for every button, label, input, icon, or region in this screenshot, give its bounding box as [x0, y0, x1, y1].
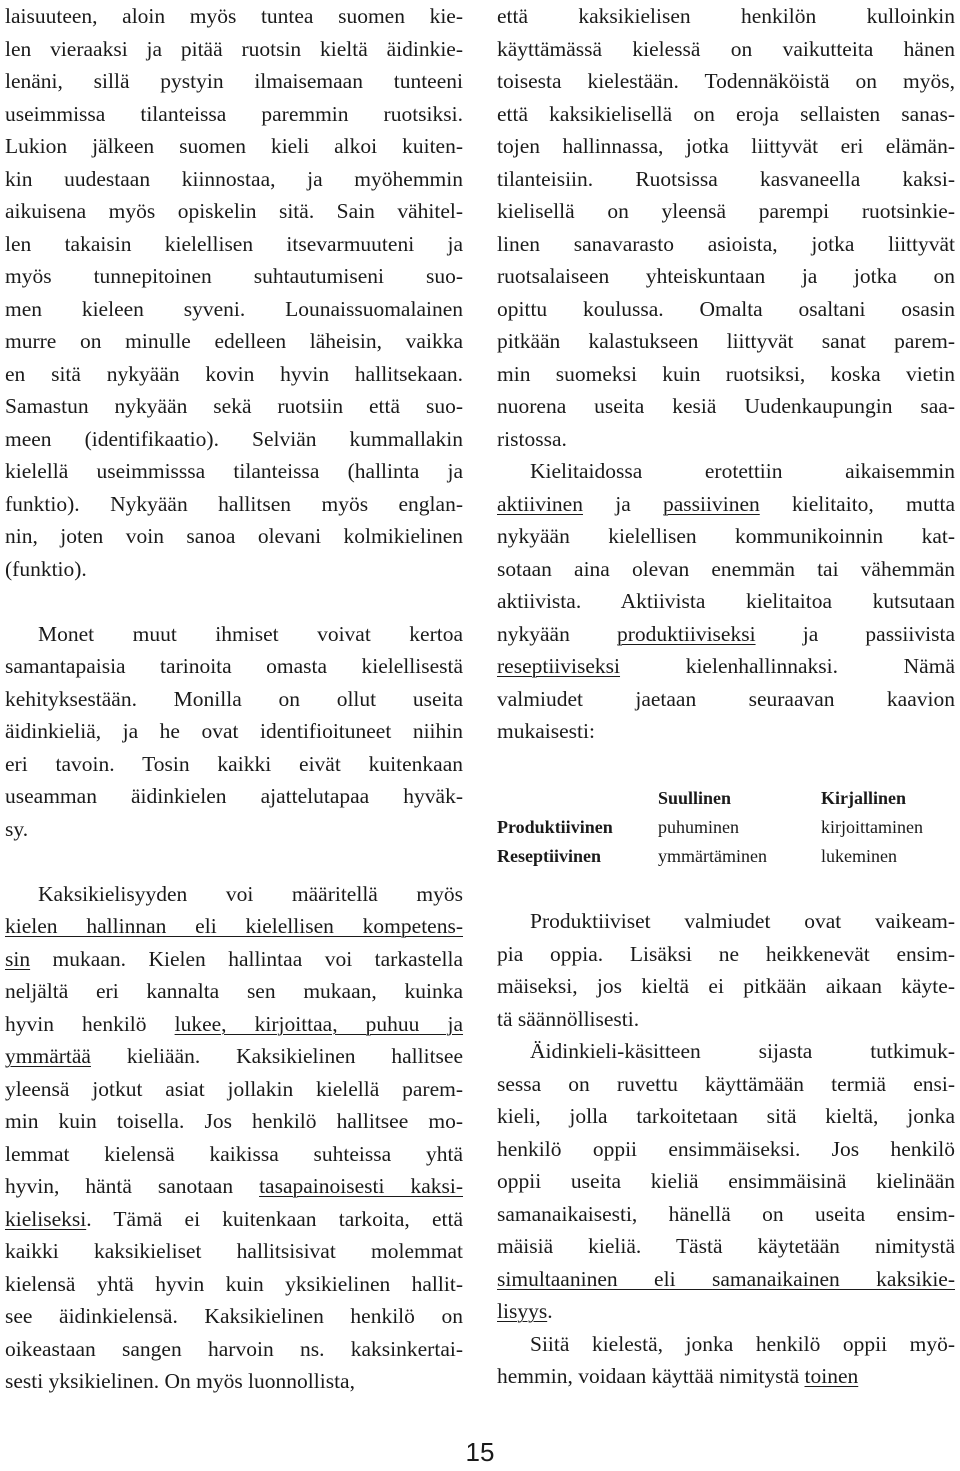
text-run: kielensä yhtä hyvin kuin yksikielinen hallit- — [5, 1271, 463, 1296]
text-line — [5, 1268, 463, 1301]
table-cell: lukeminen — [821, 846, 897, 866]
text-run: tilanteisiin. Ruotsissa kasvaneella kaksi- — [497, 166, 955, 191]
text-line — [5, 1138, 463, 1171]
text-run: aktiivista. Aktiivista kielitaitoa kutsutaan — [497, 589, 955, 613]
text-run: len vieraaksi ja pitää ruotsin kieltä äidinkie- — [5, 36, 463, 61]
text-run: Siitä kielestä, jonka henkilö oppii myö- — [530, 1331, 955, 1356]
text-line — [5, 943, 463, 976]
text-run: sessa on ruvettu käyttämään termiä ensi- — [497, 1071, 955, 1096]
text-line — [497, 1100, 955, 1133]
text-line — [497, 1360, 955, 1393]
text-line — [5, 975, 463, 1008]
text-line — [497, 260, 955, 293]
text-run: kielenhallinnaksi. Nämä — [620, 654, 955, 678]
text-line — [5, 1008, 463, 1041]
text-run: nykyään kielellisen kommunikoinnin kat- — [497, 524, 955, 548]
text-line — [497, 488, 955, 521]
text-run: kaikki kaksikieliset hallitsisivat molemmat — [5, 1239, 463, 1263]
underlined-term: aktiivinen — [497, 491, 583, 516]
text-line — [497, 1295, 955, 1328]
text-line — [5, 715, 463, 748]
text-run: ja passiivista — [755, 621, 955, 646]
text-run: että kaksikielisen henkilön kulloinkin — [497, 4, 955, 28]
text-run: pia oppia. Lisäksi ne heikkenevät ensim- — [497, 941, 955, 966]
underlined-term: ymmärtää — [5, 1044, 91, 1068]
underlined-term: kieliseksi — [5, 1206, 87, 1231]
text-run: lenäni, sillä pystyin ilmaisemaan tunteeni — [5, 69, 463, 93]
text-run: tä säännöllisesti. — [497, 1006, 640, 1031]
text-run: funktio). Nykyään hallitsen myös englan- — [5, 491, 463, 516]
table-row — [497, 813, 957, 842]
text-line — [5, 390, 463, 423]
text-line — [497, 98, 955, 131]
text-line — [5, 1235, 463, 1268]
text-run: lemmat kielensä kaikissa suhteissa yhtä — [5, 1141, 463, 1166]
text-line — [5, 455, 463, 488]
table-cell: ymmärtäminen — [658, 846, 767, 866]
text-run: aikuisena myös opiskelin sitä. Sain vähitel- — [5, 199, 463, 223]
text-line — [5, 1073, 463, 1106]
text-run: Lukion jälkeen suomen kieli alkoi kuiten- — [5, 134, 463, 158]
text-run: Monet muut ihmiset voivat kertoa — [38, 621, 463, 646]
text-line — [5, 1365, 463, 1398]
underlined-term: toinen — [804, 1364, 859, 1388]
table-row-label: Produktiivinen — [497, 817, 613, 837]
text-run: mukaisesti: — [497, 719, 595, 743]
text-run: kielisellä on yleensä parempi ruotsinkie- — [497, 199, 955, 223]
table-row-label: Reseptiivinen — [497, 846, 602, 866]
table-cell: kirjoittaminen — [821, 817, 923, 837]
text-line — [497, 65, 955, 98]
text-line — [5, 618, 463, 651]
text-line — [497, 1263, 955, 1296]
table-row — [497, 842, 957, 871]
text-line — [5, 98, 463, 131]
text-line — [5, 780, 463, 813]
text-run: pitkään kalastukseen liittyvät sanat parem- — [497, 329, 955, 353]
text-run: Äidinkieli-käsitteen sijasta tutkimuk- — [530, 1039, 955, 1063]
text-line — [497, 1133, 955, 1166]
underlined-term: produktiiviseksi — [617, 621, 756, 646]
text-line — [5, 260, 463, 293]
text-line — [5, 650, 463, 683]
text-run: laisuuteen, aloin myös tuntea suomen kie- — [5, 4, 463, 28]
text-run: en sitä nykyään kovin hyvin hallitsekaan. — [5, 361, 463, 386]
text-line — [5, 1170, 463, 1203]
text-line — [497, 390, 955, 423]
text-run: nykyään — [497, 621, 617, 646]
text-run: Samastun nykyään sekä ruotsiin että suo- — [5, 394, 463, 418]
text-run: valmiudet jaetaan seuraavan kaavion — [497, 686, 955, 711]
underlined-term: lisyys — [497, 1299, 548, 1323]
text-run: myös tunnepitoinen suhtautumiseni suo- — [5, 264, 463, 288]
text-run: min kuin toisella. Jos henkilö hallitsee mo- — [5, 1109, 463, 1133]
text-line — [5, 358, 463, 391]
text-run: mukaan. Kielen hallintaa voi tarkastella — [30, 946, 463, 971]
text-line — [497, 325, 955, 358]
text-run: oppii useita kieliä ensimmäisinä kielinään — [497, 1169, 955, 1193]
text-run: eri tavoin. Tosin kaikki eivät kuitenkaan — [5, 751, 463, 776]
text-line — [5, 1203, 463, 1236]
text-run: henkilö oppii ensimmäiseksi. Jos henkilö — [497, 1136, 955, 1161]
text-line — [497, 195, 955, 228]
text-run: kielellä useimmisssa tilanteissa (hallinta ja — [5, 459, 463, 483]
text-line — [497, 585, 955, 618]
text-run: oikeastaan sangen harvoin ns. kaksinkertai- — [5, 1336, 463, 1361]
table-header-cell: Kirjallinen — [821, 788, 906, 808]
text-line — [497, 0, 955, 33]
text-run: kieliään. Kaksikielinen hallitsee — [90, 1044, 463, 1068]
table-header-cell: Suullinen — [658, 788, 732, 808]
text-line — [497, 650, 955, 683]
text-run: samantapaisia tarinoita omasta kielellisestä — [5, 654, 463, 678]
text-line — [497, 1328, 955, 1361]
text-run: linen sanavarasto asioista, jotka liittyvät — [497, 231, 955, 256]
text-run: hemmin, voidaan käyttää nimitystä — [497, 1364, 805, 1388]
text-line — [5, 1040, 463, 1073]
text-run: Produktiiviset valmiudet ovat vaikeam- — [530, 909, 955, 933]
underlined-term: sin — [5, 946, 31, 971]
text-run: . Tämä ei kuitenkaan tarkoita, että — [86, 1206, 463, 1231]
text-line — [497, 1068, 955, 1101]
text-line — [5, 423, 463, 456]
text-line — [497, 938, 955, 971]
text-run: käyttämässä kielessä on vaikutteita hänen — [497, 36, 955, 61]
text-line — [497, 228, 955, 261]
text-run: nuorena useita kesiä Uudenkaupungin saa- — [497, 394, 955, 418]
text-line — [497, 1198, 955, 1231]
text-run: Kielitaidossa erotettiin aikaisemmin — [530, 459, 955, 483]
text-run: useimmissa tilanteissa paremmin ruotsiksi. — [5, 101, 463, 126]
text-line — [497, 905, 955, 938]
text-line — [497, 33, 955, 66]
underlined-term: simultaaninen eli samanaikainen kaksikie- — [497, 1266, 955, 1291]
text-line — [497, 1230, 955, 1263]
text-line — [497, 1035, 955, 1068]
underlined-term: tasapainoisesti kaksi- — [259, 1174, 463, 1198]
underlined-term: lukee, kirjoittaa, puhuu ja — [174, 1011, 464, 1036]
text-line — [5, 130, 463, 163]
language-skills-table — [497, 784, 957, 871]
text-run: men kieleen syveni. Lounaissuomalainen — [5, 296, 463, 321]
text-run: sy. — [5, 816, 29, 841]
text-run: samanaikaisesti, hänellä on useita ensim- — [497, 1201, 955, 1226]
text-run: äidinkieliä, ja he ovat identifioituneet niihin — [5, 719, 463, 743]
text-line — [5, 163, 463, 196]
text-run: see äidinkielensä. Kaksikielinen henkilö on — [5, 1304, 463, 1328]
text-line — [5, 0, 463, 33]
text-line — [5, 33, 463, 66]
text-run: opittu koulussa. Omalta osaltani osasin — [497, 296, 955, 321]
text-run: useamman äidinkielen ajattelutapaa hyväk- — [5, 784, 463, 808]
text-line — [5, 65, 463, 98]
text-run: mäiseksi, jos kieltä ei pitkään aikaan käyte- — [497, 974, 955, 998]
text-line — [497, 970, 955, 1003]
underlined-term: kielen hallinnan eli kielellisen kompetens- — [5, 914, 463, 938]
text-run: toisesta kielestään. Todennäköistä on myös, — [497, 69, 955, 93]
text-line — [497, 455, 955, 488]
text-line — [497, 130, 955, 163]
text-run: hyvin henkilö — [5, 1011, 175, 1036]
text-line — [497, 423, 955, 456]
text-run: . — [547, 1299, 553, 1323]
text-run: sesti yksikielinen. On myös luonnollista, — [5, 1369, 355, 1393]
text-run: kieli, jolla tarkoitetaan sitä kieltä, jonka — [497, 1104, 955, 1128]
text-line — [5, 748, 463, 781]
text-run: ristossa. — [497, 426, 567, 451]
text-line — [5, 585, 463, 618]
text-line — [5, 520, 463, 553]
text-line — [5, 845, 463, 878]
text-line — [497, 715, 955, 748]
text-run: kin uudestaan kiinnostaa, ja myöhemmin — [5, 166, 463, 191]
table-header-row — [497, 784, 957, 813]
page-number: 15 — [465, 1437, 495, 1467]
text-line — [5, 813, 463, 846]
text-run: Kaksikielisyyden voi määritellä myös — [38, 881, 463, 906]
text-line — [5, 488, 463, 521]
text-line — [5, 228, 463, 261]
text-run: ruotsalaiseen yhteiskuntaan ja jotka on — [497, 264, 955, 288]
text-run: kehityksestään. Monilla on ollut useita — [5, 686, 463, 711]
text-run: sotaan aina olevan enemmän tai vähemmän — [497, 556, 955, 581]
text-line — [497, 553, 955, 586]
text-line — [497, 163, 955, 196]
text-line — [5, 683, 463, 716]
text-line — [497, 293, 955, 326]
text-run: kielitaito, mutta — [759, 491, 955, 516]
text-line — [497, 1003, 955, 1036]
text-line — [497, 618, 955, 651]
text-run: ja — [582, 491, 663, 516]
text-line — [5, 1300, 463, 1333]
text-line — [5, 910, 463, 943]
text-line — [497, 1165, 955, 1198]
text-run: min suomeksi kuin ruotsiksi, koska vietin — [497, 361, 955, 386]
text-line — [5, 195, 463, 228]
text-run: mäisiä kieliä. Tästä käytetään nimitystä — [497, 1234, 955, 1258]
text-run: (funktio). — [5, 556, 87, 581]
text-run: nin, joten voin sanoa olevani kolmikielinen — [5, 524, 463, 548]
text-line — [497, 683, 955, 716]
text-line — [5, 325, 463, 358]
text-run: yleensä jotkut asiat jollakin kielellä parem- — [5, 1076, 463, 1101]
text-line — [5, 878, 463, 911]
text-run: tojen hallinnassa, jotka liittyvät eri elämän- — [497, 134, 955, 158]
text-run: len takaisin kielellisen itsevarmuuteni ja — [5, 231, 463, 256]
text-run: murre on minulle edelleen läheisin, vaikka — [5, 329, 463, 353]
text-line — [5, 553, 463, 586]
text-run: hyvin, häntä sanotaan — [5, 1174, 260, 1198]
underlined-term: reseptiiviseksi — [497, 654, 621, 678]
text-line — [5, 1333, 463, 1366]
text-run: että kaksikielisellä on eroja sellaisten sanas- — [497, 101, 955, 126]
text-line — [497, 520, 955, 553]
underlined-term: passiivinen — [663, 491, 760, 516]
text-line — [5, 1105, 463, 1138]
text-run: neljältä eri kannalta sen mukaan, kuinka — [5, 979, 463, 1003]
text-line — [5, 293, 463, 326]
text-line — [497, 358, 955, 391]
text-run: meen (identifikaatio). Selviän kummallakin — [5, 426, 463, 451]
table-cell: puhuminen — [658, 817, 739, 837]
